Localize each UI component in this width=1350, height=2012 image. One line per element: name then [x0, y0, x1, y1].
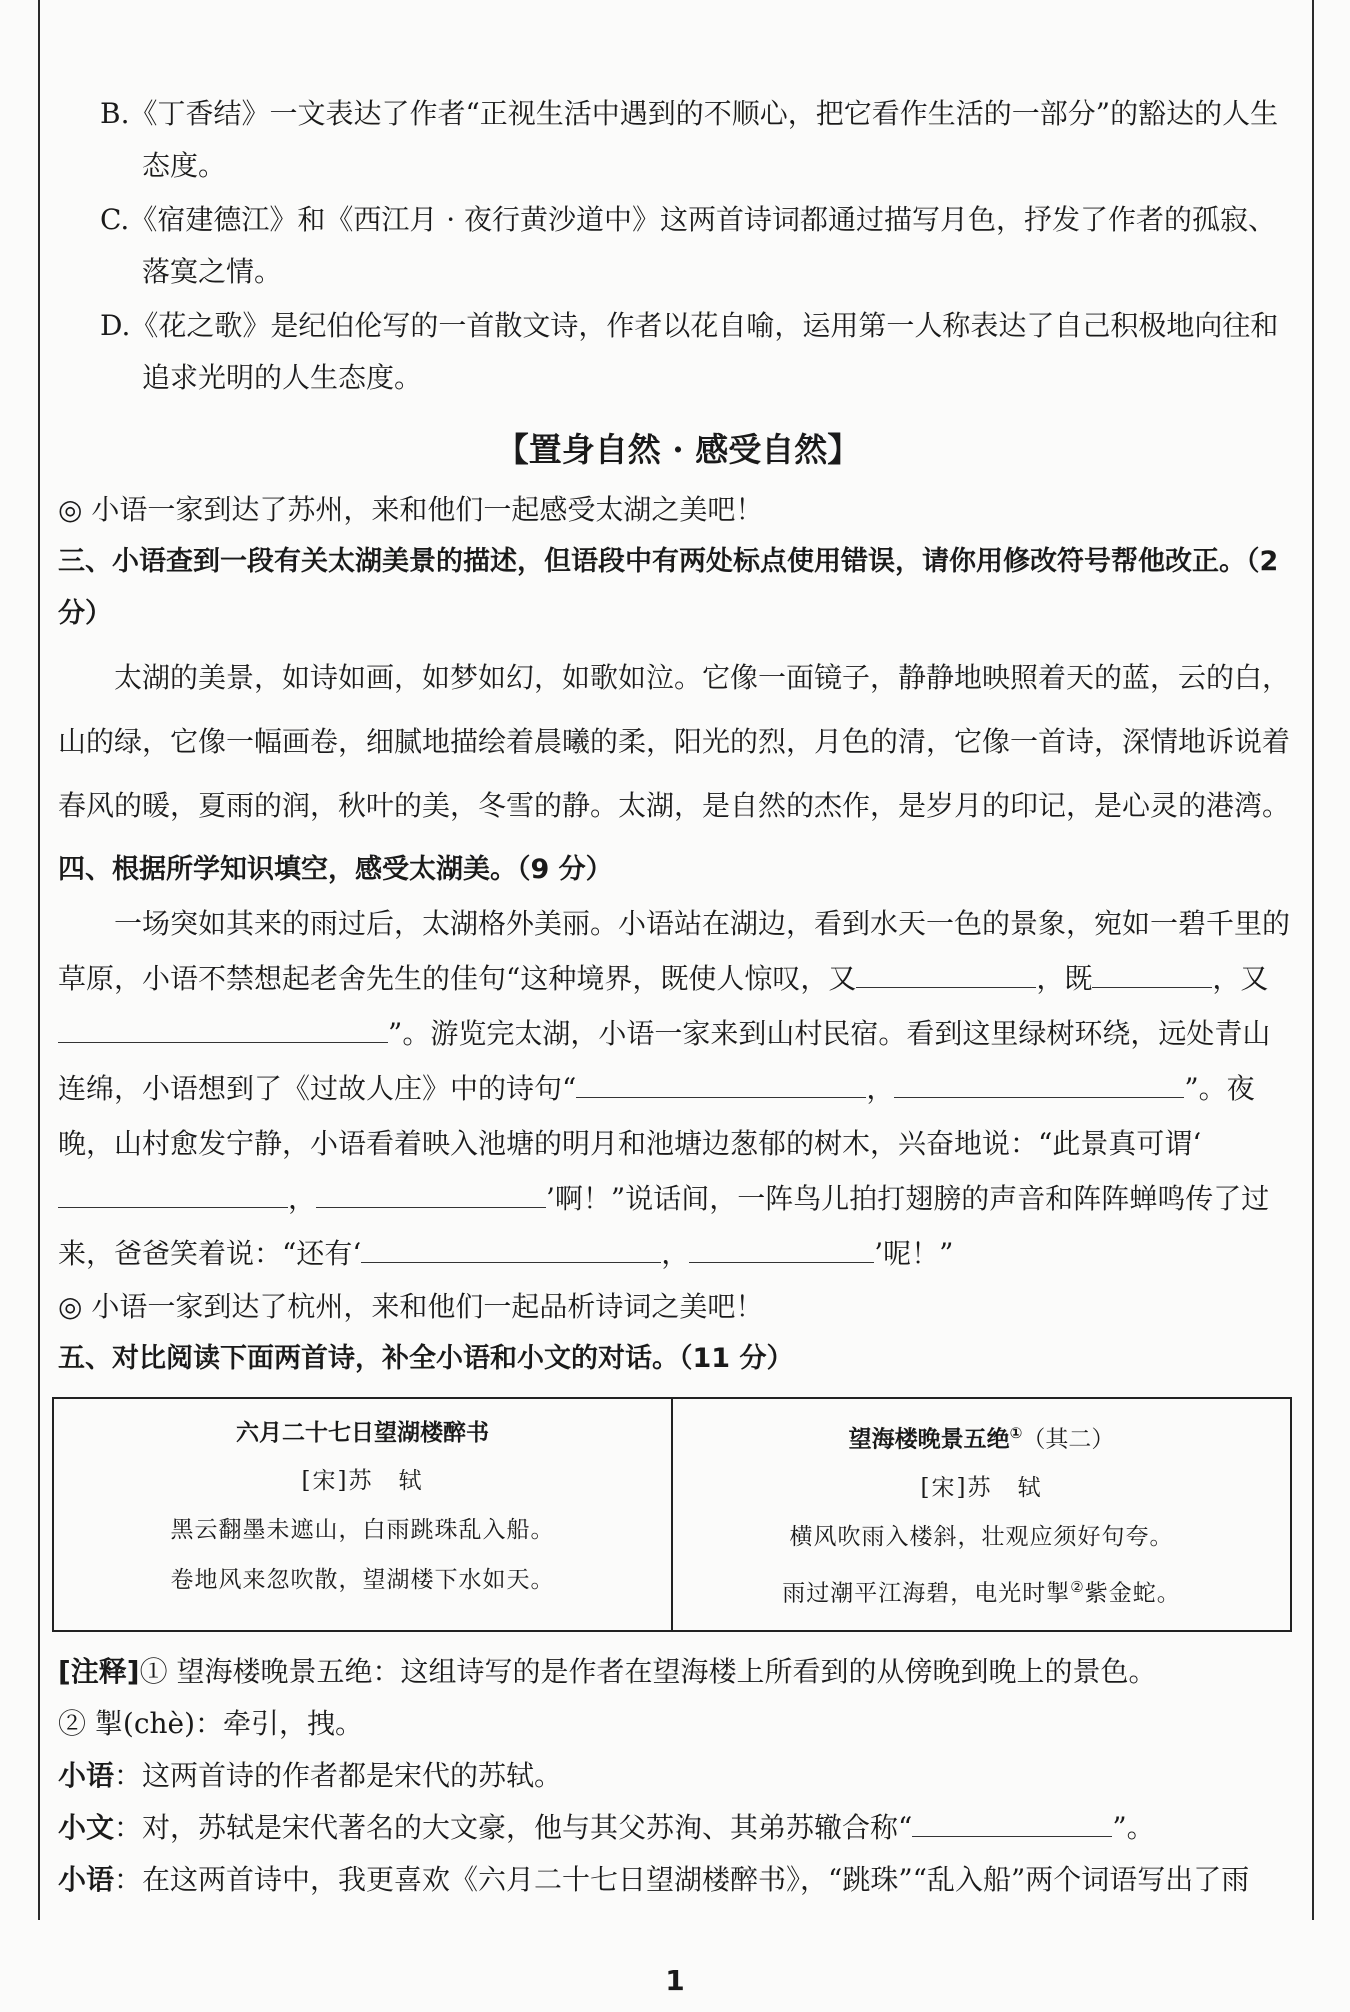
dialog-line-1: 小语：这两首诗的作者都是宋代的苏轼。: [58, 1759, 563, 1793]
poem-1: [54, 1399, 671, 1630]
blank-4-8[interactable]: [361, 1232, 661, 1263]
poem-2-author: [宋]苏 轼: [920, 1474, 1043, 1501]
poem-1-title: 六月二十七日望湖楼醉书: [236, 1420, 489, 1446]
blank-4-7[interactable]: [316, 1177, 546, 1208]
poem-1-line-1: 黑云翻墨未遮山，白雨跳珠乱入船。: [170, 1517, 555, 1543]
question-5-title: 五、对比阅读下面两首诗，补全小语和小文的对话。（11 分）: [58, 1343, 794, 1374]
blank-4-9[interactable]: [689, 1232, 874, 1263]
blank-4-1[interactable]: [856, 957, 1036, 988]
intro-suzhou: ◎ 小语一家到达了苏州，来和他们一起感受太湖之美吧！: [58, 493, 764, 526]
left-margin-rule: [38, 0, 40, 1920]
poem-1-line-2: 卷地风来忽吹散，望湖楼下水如天。: [170, 1567, 555, 1593]
note-1: [注释]① 望海楼晚景五绝：这组诗写的是作者在望海楼上所看到的从傍晚到晚上的景色。: [58, 1655, 1157, 1689]
poem-2-line-2: 雨过潮平江海碧，电光时掣②紫金蛇。: [782, 1577, 1181, 1607]
blank-4-5[interactable]: [894, 1067, 1184, 1098]
poem-2: [671, 1399, 1290, 1630]
section-title: 【置身自然 · 感受自然】: [495, 430, 861, 469]
blank-4-3[interactable]: [58, 1012, 388, 1043]
right-margin-rule: [1312, 0, 1314, 1920]
blank-4-4[interactable]: [576, 1067, 866, 1098]
page-number: 1: [665, 1964, 685, 1997]
dialog-line-2: 小文：对，苏轼是宋代著名的大文豪，他与其父苏洵、其弟苏辙合称“ ”。: [58, 1802, 1298, 1854]
option-c: C.《宿建德江》和《西江月 · 夜行黄沙道中》这两首诗词都通过描写月色，抒发了作者的孤寂、落寞之情。: [100, 203, 1277, 288]
note-label: [注释]: [58, 1655, 140, 1689]
poem-2-line-1: 横风吹雨入楼斜，壮观应须好句夸。: [789, 1523, 1174, 1550]
question-3-passage: 太湖的美景，如诗如画，如梦如幻，如歌如泣。它像一面镜子，静静地映照着天的蓝，云的白，山的绿，它像一幅画卷，细腻地描绘着晨曦的柔，阳光的烈，月色的清，它像一首诗，深情地诉说着春风的暖，夏雨的润，秋叶的美，冬雪的静。太湖，是自然的杰作，是岁月的印记，是心灵的港湾。: [58, 661, 1291, 822]
blank-5-1[interactable]: [912, 1806, 1112, 1837]
poem-1-author: [宋]苏 轼: [301, 1468, 424, 1494]
note-2: ② 掣(chè)：牵引，拽。: [58, 1707, 364, 1741]
poem-2-title: 望海楼晚景五绝①（其二）: [848, 1424, 1115, 1453]
blank-4-2[interactable]: [1092, 957, 1212, 988]
question-4-title: 四、根据所学知识填空，感受太湖美。（9 分）: [58, 854, 613, 885]
worksheet-page: [58, 88, 1298, 1906]
question-3-title: 三、小语查到一段有关太湖美景的描述，但语段中有两处标点使用错误，请你用修改符号帮他改正。（2 分）: [58, 546, 1279, 629]
blank-4-6[interactable]: [58, 1177, 288, 1208]
dialog-line-3: 小语：在这两首诗中，我更喜欢《六月二十七日望湖楼醉书》，“跳珠”“乱入船”两个词语写出了雨: [58, 1863, 1250, 1897]
intro-hangzhou: ◎ 小语一家到达了杭州，来和他们一起品析诗词之美吧！: [58, 1290, 764, 1323]
question-4-passage: 一场突如其来的雨过后，太湖格外美丽。小语站在湖边，看到水天一色的景象，宛如一碧千里的草原，小语不禁想起老舍先生的佳句“这种境界，既使人惊叹，又 ，既 ，又”。游览完太湖，小语一家来到山村民宿。看到这里绿树环绕，远处青山连绵，小语想到了《过故人庄》中的诗句“ ， ”。夜晚，山村愈发宁静，小语看着映入池塘的明月和池塘边葱郁的树木，兴奋地说：“此景真可谓‘， ’啊！”说话间，一阵鸟儿拍打翅膀的声音和阵阵蝉鸣传了过来，爸爸笑着说：“还有‘ ， ’呢！”: [58, 907, 1291, 1270]
option-b: B.《丁香结》一文表达了作者“正视生活中遇到的不顺心，把它看作生活的一部分”的豁达的人生态度。: [100, 97, 1279, 182]
poem-comparison-table: [52, 1397, 1292, 1632]
option-d: D.《花之歌》是纪伯伦写的一首散文诗，作者以花自喻，运用第一人称表达了自己积极地向往和追求光明的人生态度。: [100, 309, 1279, 394]
